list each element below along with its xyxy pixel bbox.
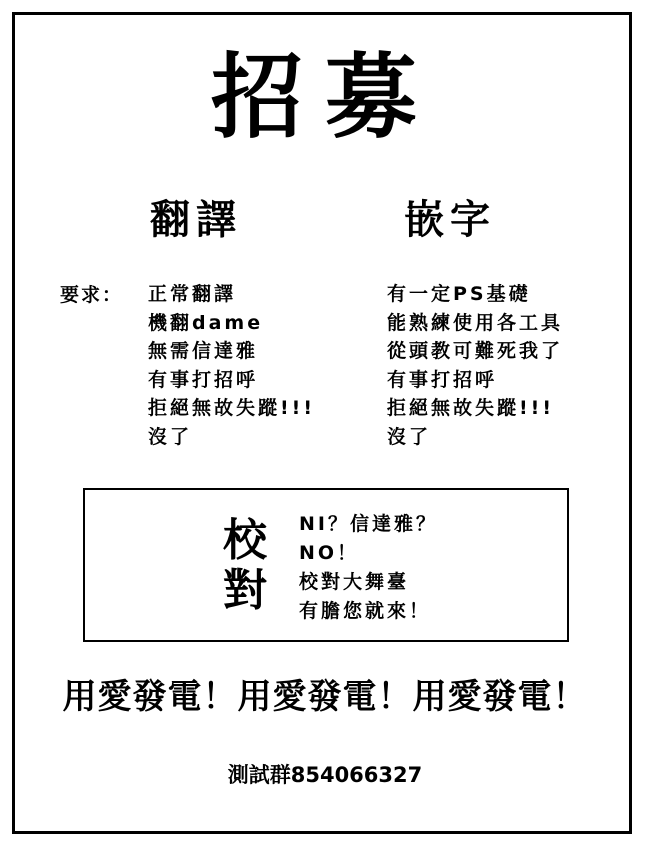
list-item: 機翻dame (148, 311, 264, 334)
list-item: NO！ (299, 542, 360, 564)
list-item: 有事打招呼 (148, 368, 259, 391)
typesetting-heading: 嵌字 (404, 197, 496, 243)
list-item: 從頭教可難死我了 (387, 340, 564, 362)
list-item: 有一定PS基礎 (387, 283, 531, 305)
list-item: 沒了 (387, 425, 432, 448)
typesetting-requirements-list (387, 280, 563, 451)
list-item: 無需信達雅 (148, 340, 259, 362)
requirements-label: 要求： (60, 284, 124, 306)
translation-heading: 翻譯 (150, 197, 242, 243)
translation-requirements-list (148, 280, 315, 451)
list-item: NI？信達雅？ (299, 513, 438, 535)
list-item: 拒絕無故失蹤!!! (387, 397, 554, 419)
proofreading-heading-line1: 校 (223, 515, 267, 566)
slogan: 用愛發電！用愛發電！用愛發電！ (62, 677, 588, 717)
proofreading-list (299, 510, 438, 626)
test-group-footer: 測試群854066327 (227, 763, 423, 787)
list-item: 正常翻譯 (148, 283, 237, 305)
proofreading-heading (215, 516, 275, 616)
proofreading-box (83, 488, 569, 642)
list-item: 拒絕無故失蹤!!! (148, 397, 315, 419)
list-item: 有事打招呼 (387, 368, 498, 391)
proofreading-heading-line2: 對 (223, 565, 267, 616)
list-item: 校對大舞臺 (299, 571, 410, 593)
list-item: 有膽您就來！ (299, 600, 432, 622)
list-item: 能熟練使用各工具 (387, 311, 564, 334)
poster-title: 招募 (210, 44, 439, 151)
list-item: 沒了 (148, 425, 193, 448)
